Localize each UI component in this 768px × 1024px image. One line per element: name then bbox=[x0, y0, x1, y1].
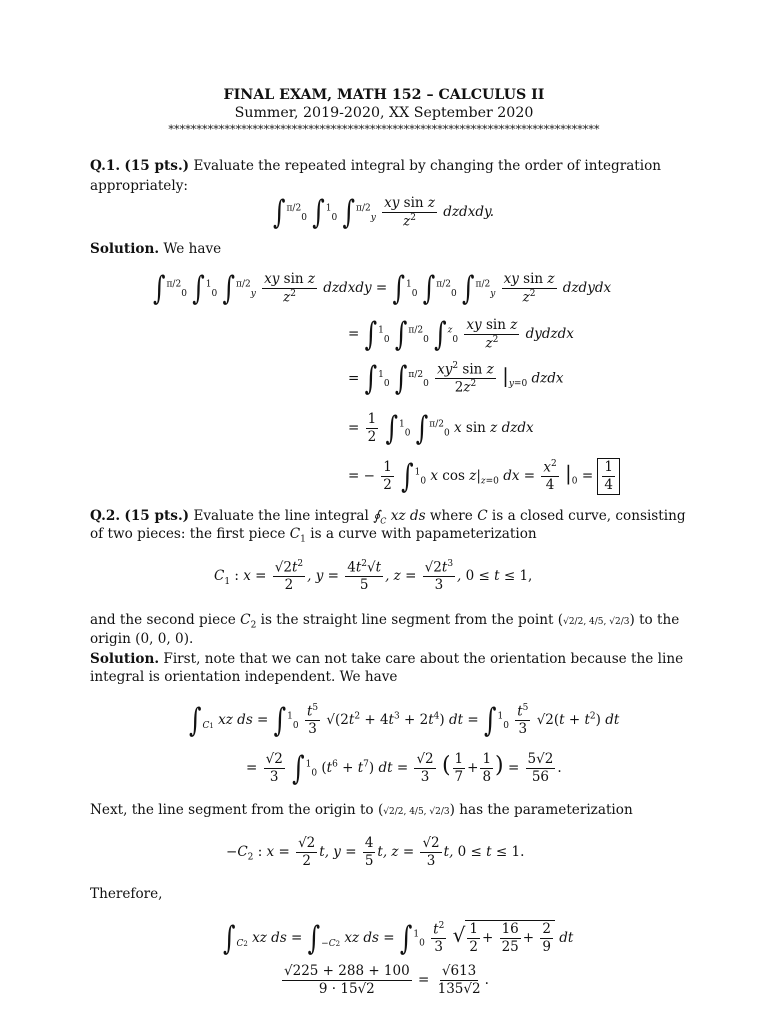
exam-title: FINAL EXAM, MATH 152 – CALCULUS II bbox=[223, 87, 545, 103]
q1-integral: ∫$^{\pi/2}_0$ ∫$^1_0$ ∫$^{\pi/2}_y$ $\frac{\text{xy sin z}}{z^2}$ dzdxdy. bbox=[273, 193, 495, 231]
q2-solution-line1: Solution. First, note that we can not take care about the orientation because the line bbox=[90, 651, 684, 667]
q1-step-5: = − $\frac{1}{2}$ ∫$^1_0$ x $\cos z|_{z=0}$ dx = $\frac{x^2}{4}$ $|_0$ = $\frac{1}{4}$ bbox=[348, 458, 620, 495]
q1-step-2: = ∫$^1_0$ ∫$^{\pi/2}_0$ ∫$^z_0$ $\frac{\text{xy sin z}}{z^2}$ dydzdx bbox=[348, 315, 574, 353]
q2-c2-integral-line2: $\frac{√225 + 288 + 100}{9 \cdot 15√2}$ = $\frac{√613}{135√2}$ . bbox=[284, 963, 489, 997]
q2-c2-parameterization: $-C_2$ : x = $\frac{√2}{2}$ t, y = $\frac{4}{5}$ t, z = $\frac{√2}{3}$ t, 0 ≤ t ≤ 1. bbox=[226, 835, 525, 869]
q1-prompt bbox=[90, 160, 661, 174]
q2-prompt: Q.2. (15 pts.) Evaluate the line integral $∮_C$ xz ds where C is a closed curve, consisting bbox=[90, 508, 686, 526]
q2-c1-integral-line1: $\int_{C1}$ xz ds = ∫$^1_0$ $\frac{t^5}{3}$ $√(2t^2 + 4t^3 + 2t^4)$ dt = ∫$^1_0$ $\frac{t^5}{3}$ $√2(t + t^2)$ dt bbox=[189, 701, 620, 739]
q2-c1-integral-line2: = $\frac{√2}{3}$ ∫$^1_0$ $(t^6 + t^7)$ dt = $\frac{√2}{3}$ ( $\frac{1}{7}$ + $\frac{1}{8}$ ) = $\frac{5√2}{56}$ . bbox=[246, 748, 562, 787]
q2-c1-parameterization: $C_1$ : x = $\frac{√2t^2}{2}$ , y = $\frac{4t^2√t}{5}$ , z = $\frac{√2t^3}{3}$ , 0 ≤ t ≤ 1, bbox=[214, 559, 533, 594]
q1-points: (15 pts.) bbox=[124, 158, 190, 174]
q2-c2-integral-line1: $\int_{C2}$ xz ds = $\int_{-C2}$ xz ds = ∫$^1_0$ $\frac{t^2}{3}$ √ $\frac{1}{2}$ + $\frac{16}{25}$ + $\frac{2}{9}$ dt bbox=[223, 918, 574, 957]
q1-label: Q.1. bbox=[90, 158, 121, 174]
q2-solution-line2: integral is orientation independent. We have bbox=[90, 669, 398, 685]
q1-solution-label: Solution. bbox=[90, 241, 160, 257]
exam-subtitle: Summer, 2019-2020, XX September 2020 bbox=[234, 105, 534, 121]
q2-second-piece: and the second piece $C_2$ is the straight line segment from the point (√2/2, 4/5, √2/3) to the bbox=[90, 612, 680, 631]
q2-therefore: Therefore, bbox=[90, 886, 163, 902]
q2-next-segment: Next, the line segment from the origin to (√2/2, 4/5, √2/3) has the parameterization bbox=[90, 802, 633, 818]
q1-step-1: ∫$^{\pi/2}_0$ ∫$^1_0$ ∫$^{\pi/2}_y$ $\frac{\text{xy sin z}}{z^2}$ dzdxdy = ∫$^1_0$ ∫$^{\pi/2}_0$ ∫$^{\pi/2}_y$ $\frac{\text{xy sin z}}{z^2}$ dzdydx bbox=[153, 269, 612, 307]
q1-step-3: = ∫$^1_0$ ∫$^{\pi/2}_0$ $\frac{xy^2 \sin z}{2z^2}$ $|_{y=0}$ dzdx bbox=[348, 359, 564, 398]
q1-step-4: = $\frac{1}{2}$ ∫$^1_0$ ∫$^{\pi/2}_0$ x sin z dzdx bbox=[348, 408, 534, 447]
q1-solution-intro: Solution. We have bbox=[90, 241, 222, 257]
q2-solution-label: Solution. bbox=[90, 651, 160, 667]
separator-rule: ***************************************************************************** bbox=[168, 123, 600, 136]
q2-label: Q.2. bbox=[90, 508, 121, 524]
q1-prompt-text: Evaluate the repeated integral by changing the order of integration bbox=[193, 158, 662, 174]
q2-points: (15 pts.) bbox=[124, 508, 190, 524]
q2-prompt-line2: of two pieces: the first piece $C_1$ is a curve with papameterization bbox=[90, 526, 537, 545]
q1-prompt-line2: appropriately: bbox=[90, 178, 188, 194]
q2-second-piece-line2: origin (0, 0, 0). bbox=[90, 631, 194, 647]
